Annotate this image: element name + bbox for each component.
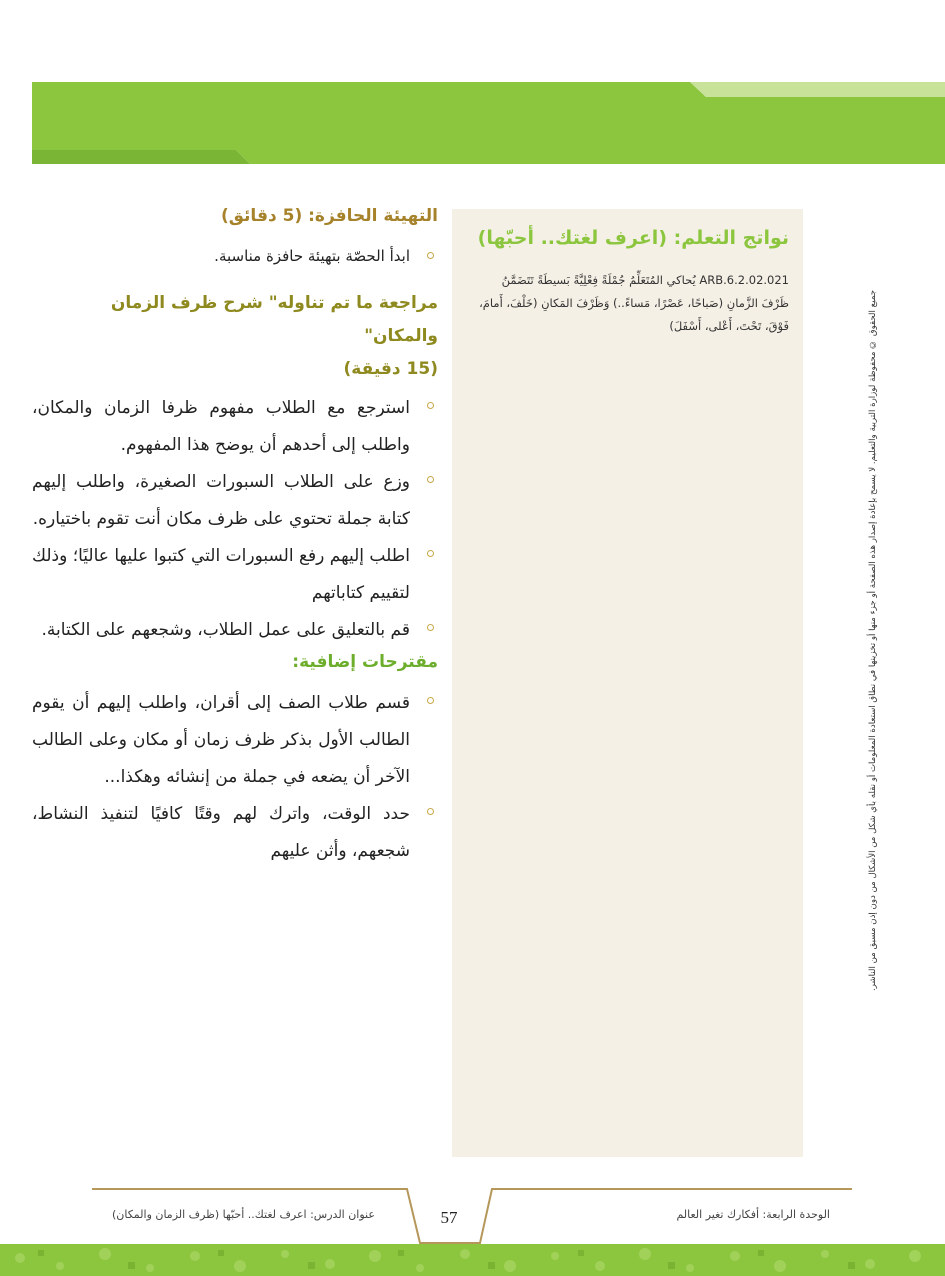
review-title: مراجعة ما تم تناوله" شرح ظرف الزمان والمكان" (110, 293, 438, 346)
outcome-code: ARB.6.2.02.021 (699, 273, 789, 287)
suggestions-list (32, 685, 438, 870)
list-item: اطلب إليهم رفع السبورات التي كتبوا عليها عاليًا؛ وذلك لتقييم كتاباتهم (32, 538, 438, 612)
page-number: 57 (440, 1208, 458, 1227)
footer-unit-title: الوحدة الرابعة: أفكارك تغير العالم (676, 1208, 830, 1221)
outcome-line-1: يُحاكي المُتَعَلِّمُ جُمْلَةً فِعْلِيَّةً بَسيطَةً تَتَضَمَّنُ (501, 273, 696, 287)
list-item: ابدأ الحصّة بتهيئة حافزة مناسبة. (32, 243, 438, 269)
learning-outcomes-box (452, 209, 803, 1157)
list-item: قسم طلاب الصف إلى أقران، واطلب إليهم أن يقوم الطالب الأول بذكر ظرف زمان أو مكان وعلى الطالب الآخر أن يضعه في جملة من إنشائه وهكذا... (32, 685, 438, 796)
outcome-line-2: ظَرْفَ الزَّمانِ (صَباحًا، عَصْرًا، مَساءً..) وَظَرْفَ المَكانِ (خَلْفَ، أَمامَ، (479, 296, 789, 310)
lesson-content (32, 203, 438, 870)
outcome-line-3: فَوْقَ، تَحْتَ، أَعْلى، أَسْفَلَ) (669, 319, 789, 333)
list-item: حدد الوقت، واترك لهم وقتًا كافيًا لتنفيذ النشاط، شجعهم، وأثن عليهم (32, 796, 438, 870)
copyright-notice: جميع الحقوق © محفوظة لوزارة التربية والتعليم. لا يسمح بإعادة إصدار هذه الصفحة أو جزء منها أو تخزينها في نطاق استعادة المعلومات أو نقله بأي شكل من الأشكال من دون إذن مسبق من الناشر. (868, 290, 878, 992)
header-banner (0, 0, 945, 180)
learning-outcome-text (466, 269, 789, 338)
list-item: استرجع مع الطلاب مفهوم ظرفا الزمان والمكان، واطلب إلى أحدهم أن يوضح هذا المفهوم. (32, 390, 438, 464)
footer-decoration (0, 1180, 945, 1276)
list-item: قم بالتعليق على عمل الطلاب، وشجعهم على الكتابة. (32, 612, 438, 649)
footer-lesson-title: عنوان الدرس: اعرف لغتك.. أحبّها (ظرف الزمان والمكان) (112, 1208, 375, 1221)
warmup-list (32, 243, 438, 269)
list-item: وزع على الطلاب السبورات الصغيرة، واطلب إليهم كتابة جملة تحتوي على ظرف مكان أنت تقوم باختياره. (32, 464, 438, 538)
warmup-title: التهيئة الحافزة: (5 دقائق) (220, 206, 438, 226)
review-duration: (15 دقيقة) (343, 359, 438, 379)
learning-outcomes-title: نواتج التعلم: (اعرف لغتك.. أحبّها) (477, 227, 789, 249)
suggestions-title: مقترحات إضافية: (292, 652, 438, 672)
review-list (32, 390, 438, 649)
